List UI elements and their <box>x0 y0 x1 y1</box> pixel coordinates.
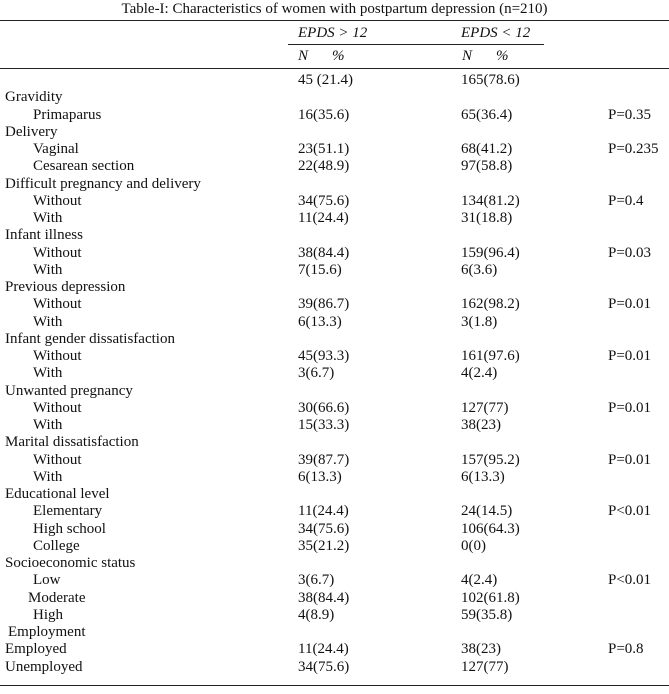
cell-epds-low: 4(2.4) <box>461 365 498 382</box>
row-label: Socioeconomic status <box>5 555 136 571</box>
row-label: Cesarean section <box>33 158 135 175</box>
row-label: Difficult pregnancy and delivery <box>5 175 201 192</box>
cell-p-value: P<0.01 <box>608 503 652 520</box>
cell-epds-high: 38(84.4) <box>298 244 350 261</box>
cell-epds-low: 6(3.6) <box>461 261 498 278</box>
cell-epds-high: 22(48.9) <box>298 158 350 175</box>
row-label: Educational level <box>5 486 110 502</box>
cell-epds-low: 106(64.3) <box>461 520 520 537</box>
row-label: Unwanted pregnancy <box>5 382 133 399</box>
cell-epds-low: 4(2.4) <box>461 572 498 589</box>
row-label: Moderate <box>28 589 86 606</box>
row-label: Low <box>33 572 61 589</box>
row-label: Without <box>33 192 82 209</box>
row-label: Infant gender dissatisfaction <box>5 330 175 347</box>
row-label: Marital dissatisfaction <box>5 434 139 451</box>
bottom-rule <box>0 685 669 686</box>
cell-epds-high: 11(24.4) <box>298 210 349 226</box>
cell-p-value: P=0.8 <box>608 641 644 658</box>
cell-epds-low: 31(18.8) <box>461 210 513 226</box>
cell-epds-low: 97(58.8) <box>461 158 513 175</box>
cell-epds-high: 34(75.6) <box>298 658 350 675</box>
cell-p-value: P=0.01 <box>608 348 652 364</box>
row-label: Primaparus <box>33 106 102 123</box>
cell-epds-high: 38(84.4) <box>298 589 350 606</box>
header-group-epds-low: EPDS < 12 <box>461 25 531 41</box>
row-label: College <box>33 537 80 554</box>
cell-epds-low: 157(95.2) <box>461 451 520 468</box>
cell-p-value: P=0.01 <box>608 399 652 416</box>
cell-epds-low: 127(77) <box>461 399 509 416</box>
row-label: Unemployed <box>5 658 83 675</box>
cell-p-value: P=0.01 <box>608 296 652 313</box>
row-label: Gravidity <box>5 89 63 106</box>
table-title: Table-I: Characteristics of women with postpartum depression (n=210) <box>121 1 548 17</box>
cell-p-value: P=0.01 <box>608 451 652 468</box>
cell-epds-high: 3(6.7) <box>298 572 335 589</box>
row-label: With <box>33 365 63 382</box>
cell-epds-high: 34(75.6) <box>298 192 350 209</box>
row-label: With <box>33 468 63 485</box>
row-label: Without <box>33 244 82 261</box>
row-label: With <box>33 210 63 226</box>
cell-p-value: P<0.01 <box>608 572 652 589</box>
cell-epds-low: 134(81.2) <box>461 192 520 209</box>
cell-epds-low: 159(96.4) <box>461 244 520 261</box>
cell-epds-high: 7(15.6) <box>298 261 342 278</box>
cell-epds-high: 23(51.1) <box>298 141 350 157</box>
cell-epds-high: 16(35.6) <box>298 106 350 123</box>
row-label: Without <box>33 296 82 313</box>
cell-epds-high: 39(86.7) <box>298 296 350 313</box>
row-label: Without <box>33 399 82 416</box>
header-pct-low: % <box>496 48 509 64</box>
cell-epds-high: 39(87.7) <box>298 451 350 468</box>
cell-epds-high: 35(21.2) <box>298 537 350 554</box>
cell-epds-high: 30(66.6) <box>298 399 350 416</box>
row-label: With <box>33 261 63 278</box>
cell-p-value: P=0.35 <box>608 106 652 123</box>
header-pct-high: % <box>332 48 345 64</box>
cell-epds-high: 15(33.3) <box>298 417 350 433</box>
row-label: With <box>33 313 63 330</box>
cell-epds-high: 11(24.4) <box>298 503 349 520</box>
row-label: High school <box>33 520 106 537</box>
cell-epds-low: 59(35.8) <box>461 606 513 623</box>
cell-epds-high: 6(13.3) <box>298 468 342 485</box>
cell-epds-low: 68(41.2) <box>461 141 513 157</box>
cell-epds-low: 6(13.3) <box>461 468 505 485</box>
cell-epds-low: 165(78.6) <box>461 72 520 88</box>
row-label: Without <box>33 451 82 468</box>
row-label: Delivery <box>5 123 58 140</box>
cell-epds-low: 0(0) <box>461 537 486 554</box>
cell-epds-high: 34(75.6) <box>298 520 350 537</box>
cell-epds-low: 65(36.4) <box>461 106 513 123</box>
row-label: Without <box>33 348 82 364</box>
cell-epds-low: 24(14.5) <box>461 503 513 520</box>
row-label: With <box>33 417 63 433</box>
cell-epds-low: 162(98.2) <box>461 296 520 313</box>
cell-epds-high: 4(8.9) <box>298 606 335 623</box>
header-n-low: N <box>462 48 473 64</box>
cell-epds-high: 45(93.3) <box>298 348 350 364</box>
cell-epds-high: 45 (21.4) <box>298 72 353 88</box>
cell-p-value: P=0.03 <box>608 244 652 261</box>
cell-epds-high: 11(24.4) <box>298 641 349 658</box>
cell-epds-high: 3(6.7) <box>298 365 335 382</box>
row-label: Employed <box>5 641 67 658</box>
cell-epds-low: 38(23) <box>461 417 501 433</box>
cell-epds-low: 127(77) <box>461 658 509 675</box>
cell-epds-high: 6(13.3) <box>298 313 342 330</box>
header-group-epds-high: EPDS > 12 <box>298 25 368 41</box>
row-label: Employment <box>8 624 86 640</box>
row-label: High <box>33 606 63 623</box>
cell-p-value: P=0.4 <box>608 192 644 209</box>
cell-epds-low: 161(97.6) <box>461 348 520 364</box>
cell-epds-low: 102(61.8) <box>461 589 520 606</box>
row-label: Previous depression <box>5 279 126 295</box>
cell-p-value: P=0.235 <box>608 141 659 157</box>
row-label: Vaginal <box>33 141 79 157</box>
row-label: Infant illness <box>5 227 83 244</box>
cell-epds-low: 3(1.8) <box>461 313 498 330</box>
cell-epds-low: 38(23) <box>461 641 501 658</box>
header-n-high: N <box>298 48 309 64</box>
row-label: Elementary <box>33 503 103 520</box>
